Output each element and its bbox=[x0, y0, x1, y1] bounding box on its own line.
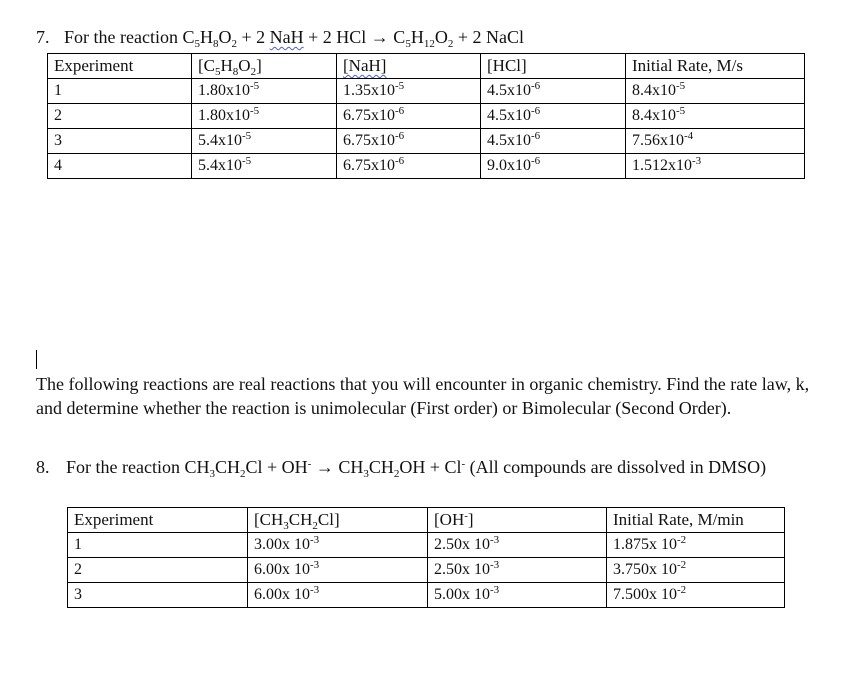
table-cell: 1 bbox=[68, 533, 248, 558]
table-cell: 6.00x $10^{-3}$ bbox=[248, 558, 428, 583]
question-7-heading bbox=[36, 27, 524, 48]
table-header-row bbox=[48, 54, 805, 79]
table-cell: 7.500x $10^{-2}$ bbox=[607, 583, 785, 608]
table-cell: 3 bbox=[68, 583, 248, 608]
question-8-text: For the reaction $CH_3CH_2Cl + OH^- \to CH_3CH_2OH + Cl^-$ (All compounds are dissolved in DMSO) bbox=[66, 457, 767, 480]
header-oh: [OH-] bbox=[428, 508, 607, 533]
header-hcl: [HCl] bbox=[481, 54, 626, 79]
table-cell: $8.4x10^{-5}$ bbox=[626, 79, 805, 104]
header-c5h8o2: $[C_5H_8O_2]$ bbox=[192, 54, 337, 79]
header-experiment: Experiment bbox=[48, 54, 192, 79]
table-cell: $1.512x10^{-3}$ bbox=[626, 154, 805, 179]
instruction-paragraph: The following reactions are real reactions that you will encounter in organic chemistry. Find the rate law, k, and determine whether the reaction is unimolecular (First order) or Bimolecular (Second Order). bbox=[36, 374, 810, 418]
table-cell: 1.875x $10^{-2}$ bbox=[607, 533, 785, 558]
table-cell: $4.5x10^{-6}$ bbox=[481, 79, 626, 104]
table-row bbox=[48, 79, 805, 104]
table-cell: $5.4x10^{-5}$ bbox=[192, 154, 337, 179]
table-cell: 4 bbox=[48, 154, 192, 179]
table-cell: $1.80x10^{-5}$ bbox=[192, 104, 337, 129]
table-header-row bbox=[68, 508, 785, 533]
table-cell: $6.75x10^{-6}$ bbox=[337, 129, 481, 154]
table-cell: $8.4x10^{-5}$ bbox=[626, 104, 805, 129]
table-cell: $6.75x10^{-6}$ bbox=[337, 104, 481, 129]
table-cell: 2 bbox=[48, 104, 192, 129]
table-cell: 5.00x $10^{-3}$ bbox=[428, 583, 607, 608]
table-cell: $1.35x10^{-5}$ bbox=[337, 79, 481, 104]
table-row bbox=[68, 533, 785, 558]
table-cell: $4.5x10^{-6}$ bbox=[481, 104, 626, 129]
table-row bbox=[48, 104, 805, 129]
text-cursor[interactable] bbox=[36, 350, 37, 369]
table-cell: $6.75x10^{-6}$ bbox=[337, 154, 481, 179]
table-cell: 2 bbox=[68, 558, 248, 583]
table-cell: $9.0x10^{-6}$ bbox=[481, 154, 626, 179]
table-cell: 3.00x $10^{-3}$ bbox=[248, 533, 428, 558]
table-row bbox=[68, 583, 785, 608]
table-cell: 3 bbox=[48, 129, 192, 154]
table-cell: $5.4x10^{-5}$ bbox=[192, 129, 337, 154]
table-cell: $4.5x10^{-6}$ bbox=[481, 129, 626, 154]
header-nah: [NaH] bbox=[337, 54, 481, 79]
rate-table-8 bbox=[67, 507, 785, 608]
question-8-heading bbox=[36, 456, 816, 480]
question-number: 8. bbox=[36, 457, 50, 477]
table-row bbox=[48, 154, 805, 179]
table-cell: $1.80x10^{-5}$ bbox=[192, 79, 337, 104]
header-initial-rate: Initial Rate, M/min bbox=[607, 508, 785, 533]
table-cell: 6.00x $10^{-3}$ bbox=[248, 583, 428, 608]
table-row bbox=[48, 129, 805, 154]
table-cell: 2.50x $10^{-3}$ bbox=[428, 533, 607, 558]
question-number: 7. bbox=[36, 27, 50, 47]
header-initial-rate: Initial Rate, M/s bbox=[626, 54, 805, 79]
header-ch3ch2cl: $[CH_3CH_2Cl]$ bbox=[248, 508, 428, 533]
question-intro: For the reaction bbox=[64, 27, 183, 47]
reaction-equation: $C_5H_8O_2 + 2$ NaH + 2 HCl → $C_5H_{12}O_2 + 2$ NaCl bbox=[182, 27, 524, 50]
table-cell: $7.56x10^{-4}$ bbox=[626, 129, 805, 154]
rate-table-7 bbox=[47, 53, 805, 179]
table-row bbox=[68, 558, 785, 583]
table-cell: 2.50x $10^{-3}$ bbox=[428, 558, 607, 583]
table-cell: 1 bbox=[48, 79, 192, 104]
table-cell: 3.750x $10^{-2}$ bbox=[607, 558, 785, 583]
header-experiment: Experiment bbox=[68, 508, 248, 533]
